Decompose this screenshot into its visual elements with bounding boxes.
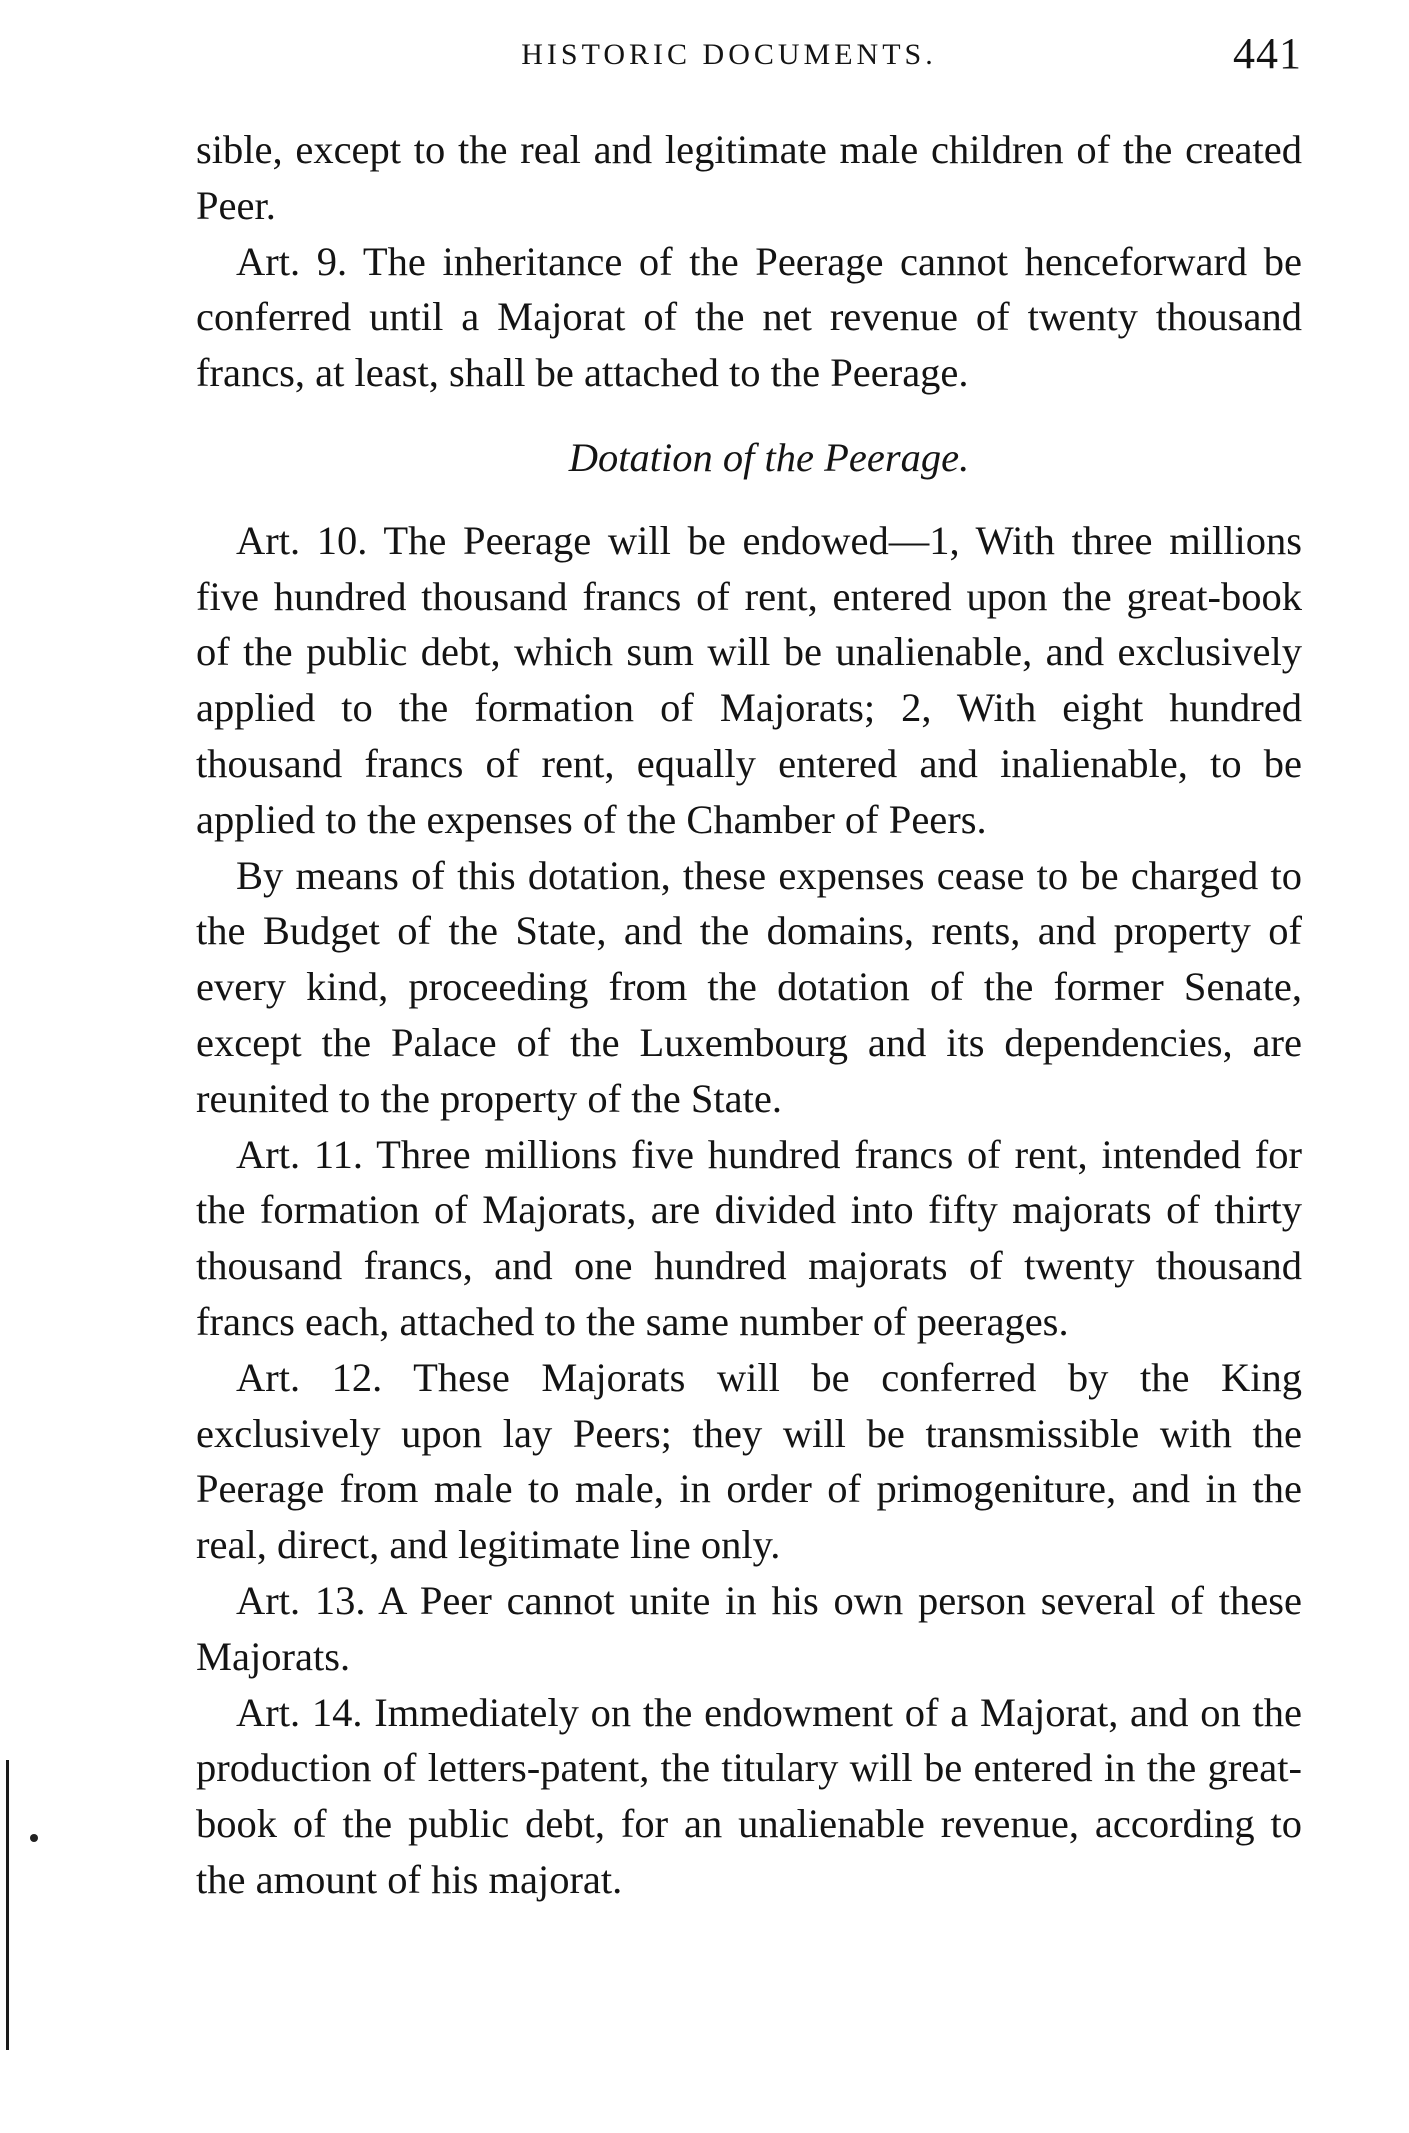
- paragraph-art-9: Art. 9. The inheritance of the Peerage cannot henceforward be conferred until a Majorat of the net revenue of twenty thousand francs, at least, shall be attached to the Peerage.: [196, 238, 1302, 396]
- paragraph-art-14: Art. 14. Immediately on the endowment of a Majorat, and on the production of letters-patent, the titulary will be entered in the great-book of the public debt, for an unalienable revenue, according to the amount of his majorat.: [196, 1689, 1302, 1902]
- section-heading: Dotation of the Peerage.: [568, 434, 970, 480]
- book-page: [196, 28, 1302, 1908]
- paragraph-art-13: Art. 13. A Peer cannot unite in his own person several of these Majorats.: [196, 1577, 1302, 1679]
- running-head: [196, 28, 1302, 84]
- paragraph-art-10: Art. 10. The Peerage will be endowed—1, With three millions five hundred thousand francs of rent, entered upon the great-book of the public debt, which sum will be unalienable, and exclusively applied to the formation of Majorats; 2, With eight hundred thousand francs of rent, equally entered and inalienable, to be applied to the expenses of the Chamber of Peers.: [196, 517, 1302, 842]
- paragraph-continuation: sible, except to the real and legitimate male children of the created Peer.: [196, 127, 1302, 228]
- margin-rule: [6, 1760, 9, 2050]
- running-title: HISTORIC DOCUMENTS.: [521, 38, 937, 71]
- paragraph-dotation: By means of this dotation, these expenses cease to be charged to the Budget of the State, and the domains, rents, and property of every kind, proceeding from the dotation of the former Senate, except the Palace of the Luxembourg and its dependencies, are reunited to the property of the State.: [196, 852, 1302, 1121]
- body-text: [196, 122, 1302, 1908]
- page-number: 441: [1233, 29, 1302, 78]
- paragraph-art-12: Art. 12. These Majorats will be conferred by the King exclusively upon lay Peers; they will be transmissible with the Peerage from male to male, in order of primogeniture, and in the real, direct, and legitimate line only.: [196, 1354, 1302, 1568]
- paragraph-art-11: Art. 11. Three millions five hundred francs of rent, intended for the formation of Majorats, are divided into fifty majorats of thirty thousand francs, and one hundred majorats of twenty thousand francs each, attached to the same number of peerages.: [196, 1131, 1302, 1344]
- margin-mark: [30, 1834, 38, 1842]
